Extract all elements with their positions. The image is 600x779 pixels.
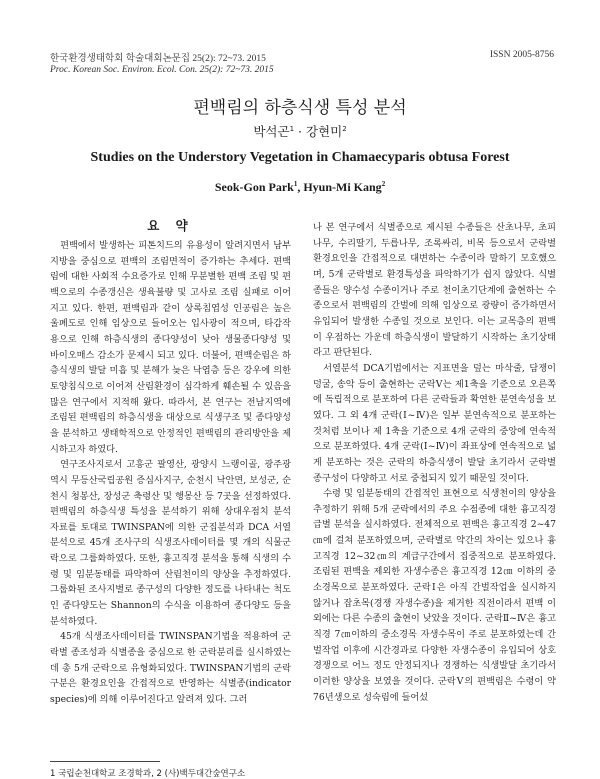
affiliation-mark-1-en: 1 — [293, 180, 298, 188]
body-paragraph: 편백에서 발생하는 피톤치드의 유용성이 알려지면서 남부지방을 중심으로 편백의 조림면적이 증가하는 추세다. 편백림에 대한 사회적 수요증가로 인해 무분별한 편백 조림 및 편백으로의 수종갱신은 생육불량 및 고사로 조림 실패로 이어지고 있다. 한편, 편백림과 같이 상록침엽성 인공림은 높은 울폐도로 인해 임상으로 들어오는 입사광이 적으며, 타감작용으로 인해 하층식생의 종다양성이 낮아 생물종다양성 및 바이오매스 감소가 문제시 되고 있다. 더불어, 편백순림은 하층식생의 발달 미흡 및 분해가 늦은 낙엽층 등은 강우에 의한 토양침식으로 이어져 산림환경이 심각하게 훼손될 수 있음을 많은 연구에서 지적해 왔다. 따라서, 본 연구는 전남지역에 조림된 편백림의 하층식생을 대상으로 식생구조 및 종다양성을 분석하고 생태학적으로 안정적인 편백림의 관리방안을 제시하고자 하였다. — [50, 240, 291, 455]
body-paragraph: 나 본 연구에서 식별종으로 제시된 수종들은 산초나무, 초피나무, 수리딸기, 두릅나무, 조록싸리, 비목 등으로서 군락별 환경요인을 간접적으로 대변하는 수종이라 말하기 모호했으며, 5개 군락별로 환경특성을 파악하기가 쉽지 않았다. 식별종들은 양수성 수종이거나 주로 천이초기단계에 출현하는 수종으로서 편백림의 간벌에 의해 임상으로 광량이 증가하면서 유입되어 발생한 수종일 것으로 보인다. 이는 교목층의 편백이 우점하는 가운데 하층식생이 발달하기 시작하는 초기상태라고 판단된다. — [313, 222, 556, 359]
body-paragraph: 서열분석 DCA기법에서는 지표면을 덮는 마삭줄, 담쟁이덩굴, 송악 등이 출현하는 군락Ⅴ는 제1축을 기준으로 오른쪽에 독립적으로 분포하여 다른 군락들과 확연한 분연속성을 보였다. 그 외 4개 군락(Ⅰ~Ⅳ)은 일부 분연속적으로 분포하는 것처럼 보이나 제 1축을 기준으로 4개 군락의 중앙에 연속적으로 분포하였다. 4개 군락(Ⅰ~Ⅳ)이 좌표상에 연속적으로 넓게 분포하는 것은 군락의 하층식생이 발달 초기라서 군락별 종구성이 다양하고 서로 중첩되지 있기 때문일 것이다. — [313, 362, 556, 484]
affiliation-mark-2-en: 2 — [381, 180, 386, 188]
footnote-affiliations: 1 국립순천대학교 조경학과, 2 (사)백두대간숲연구소 — [50, 769, 246, 779]
author-separator: · — [294, 124, 306, 139]
journal-citation-en: Proc. Korean Soc. Environ. Ecol. Con. 25(2): 72~73. 2015 — [50, 65, 274, 75]
body-paragraph: 45개 식생조사데이터를 TWINSPAN기법을 적용하여 군락별 종조성과 식별종을 중심으로 한 군락분리를 실시하였는데 총 5개 군락으로 유형화되었다. TWINSPAN기법의 군락구분은 환경요인을 간접적으로 반영하는 식별종(indicator species)에 의해 이루어진다고 알려져 있다. 그러 — [50, 631, 291, 706]
author-1-en: Seok-Gon Park — [214, 180, 294, 194]
authors-en — [0, 180, 600, 195]
footnote-divider — [50, 761, 160, 762]
authors-ko — [0, 122, 600, 140]
issn: ISSN 2005-8756 — [489, 50, 554, 60]
author-2-ko: 강현미 — [305, 124, 343, 139]
body-paragraph: 연구조사지로서 고흥군 팔영산, 광양시 느랭이골, 광주광역시 무등산국립공원 증심사지구, 순천시 낙안면, 보성군, 순천시 청봉산, 장성군 축령산 및 행몽산 등 7곳을 선정하였다. 편백림의 하층식생 특성을 분석하기 위해 상대우점치 분석 자료를 토대로 TWINSPAN에 의한 군집분석과 DCA 서열분석으로 45개 조사구의 식생조사데이터를 몇 개의 식물군락으로 그룹화하였다. 또한, 흉고직경 분석을 통해 식생의 수령 및 임분동태를 파악하여 산림천이의 양상을 추정하였다. 그룹화된 조사지별로 종구성의 다양한 정도를 나타내는 척도인 종다양도는 Shannon의 수식을 이용하여 종다양도 등을 분석하였다. — [50, 459, 291, 627]
author-1-ko: 박석곤 — [253, 124, 290, 139]
journal-citation-ko: 한국환경생태학회 학술대회논문집 25(2): 72~73. 2015 — [50, 54, 266, 64]
author-2-en: Hyun-Mi Kang — [303, 180, 382, 194]
affiliation-mark-1: 1 — [289, 124, 295, 133]
paper-title-en: Studies on the Understory Vegetation in Chamaecyparis obtusa Forest — [90, 150, 510, 165]
affiliation-mark-2: 2 — [342, 124, 347, 133]
abstract-heading: 요 약 — [147, 218, 194, 233]
left-column — [50, 217, 291, 708]
author-separator-en: , — [297, 180, 304, 194]
body-paragraph: 수령 및 임분동태의 간접적인 표현으로 식생천이의 양상을 추정하기 위해 5개 군락에서의 주요 수점종에 대한 흉고직경급별 분석을 실시하였다. 전체적으로 편백은 흉고직경 2~47㎝에 걸쳐 분포하였으며, 군락별로 약간의 차이는 있으나 흉고직경 12~32㎝의 계급구간에서 집중적으로 분포하였다. 조림된 편백을 제외한 자생수종은 흉고직경 12㎝ 이하의 중소경목으로 분포하였다. 군락Ⅰ은 아직 간벌작업을 실시하지 않거나 잡초목(경쟁 자생수종)을 제거한 직전이라서 편백 이외에는 다른 수종의 출현이 낮았을 것이다. 군락Ⅱ~Ⅳ은 흉고직경 7㎝이하의 중소경목 자생수목이 주로 분포하였는데 간벌작업 이후에 시간경과로 다양한 자생수종이 유입되어 상호 경쟁으로 어느 정도 안정되지나 경쟁하는 식생발달 초기라서 이러한 양상을 보였을 것이다. 군락Ⅴ의 편백림은 수령이 약 76년생으로 성숙림에 들어섰 — [313, 488, 556, 703]
right-column — [313, 220, 556, 705]
paper-title-ko: 편백림의 하층식생 특성 분석 — [193, 98, 407, 118]
